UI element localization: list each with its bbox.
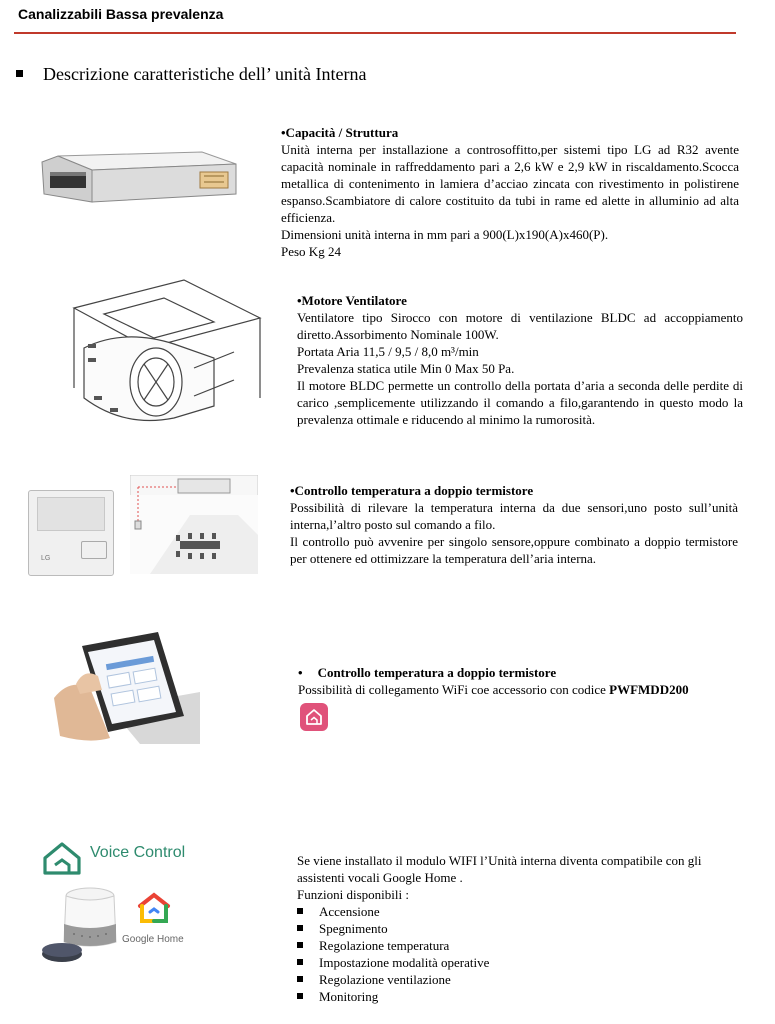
capacity-section — [281, 124, 739, 260]
function-item: Accensione — [297, 903, 749, 920]
motor-line-4: Il motore BLDC permette un controllo della portata d’aria a seconda delle perdite di carico ,semplicemente utilizzando il comando a filo,garantendo in questo modo la prevalenza ottimale e riducendo al minimo la rumorosità. — [297, 378, 743, 427]
motor-line-2: Portata Aria 11,5 / 9,5 / 8,0 m³/min — [297, 344, 479, 359]
function-item: Regolazione temperatura — [297, 937, 749, 954]
ducted-unit-image — [40, 150, 240, 212]
function-item: Monitoring — [297, 988, 749, 1005]
wifi-section — [298, 664, 748, 698]
function-item: Impostazione modalità operative — [297, 954, 749, 971]
voice-functions-list — [297, 903, 749, 1005]
header-divider — [14, 32, 736, 34]
google-home-logo — [122, 892, 188, 948]
controller-screen — [37, 497, 105, 531]
square-bullet-icon — [16, 70, 23, 77]
voice-intro: Se viene installato il modulo WIFI l’Unità interna diventa compatibile con gli assistenti vocali Google Home . — [297, 853, 702, 885]
capacity-heading: •Capacità / Struttura — [281, 125, 399, 140]
smart-home-app-icon — [300, 703, 328, 731]
google-home-icon — [136, 892, 172, 924]
voice-functions-title: Funzioni disponibili : — [297, 887, 409, 902]
voice-home-icon — [42, 840, 82, 876]
wifi-bullet: • — [298, 665, 303, 680]
voice-section — [297, 852, 749, 1005]
capacity-body: Unità interna per installazione a controsoffitto,per sistemi tipo LG ad R32 avente capacità nominale in raffreddamento pari a 2,6 kW e 2,9 kW in riscaldamento.Scocca metallica di contenimento in lamiera d’acciao zincata con rivestimento in polistirene espanso.Scambiatore di calore costituito da tubi in rame ed alette in alluminio ad alta efficienza. — [281, 142, 739, 225]
wired-controller-image — [28, 490, 114, 576]
motor-section — [297, 292, 743, 428]
smartphone-app-image — [50, 628, 200, 744]
motor-line-1: Ventilatore tipo Sirocco con motore di ventilazione BLDC ad accoppiamento diretto.Assorbimento Nominale 100W. — [297, 310, 743, 342]
thermistor-heading: •Controllo temperatura a doppio termistore — [290, 483, 534, 498]
subtitle-text: Descrizione caratteristiche dell’ unità Interna — [43, 64, 367, 84]
thermistor-line-1: Possibilità di rilevare la temperatura interna da due sensori,uno posto sull’unità interna,l’altro posto sul comando a filo. — [290, 500, 738, 532]
function-item: Spegnimento — [297, 920, 749, 937]
fan-motor-image — [64, 278, 264, 430]
home-icon — [300, 703, 328, 731]
capacity-dimensions: Dimensioni unità interna in mm pari a 900(L)x190(A)x460(P). — [281, 227, 609, 242]
motor-heading: •Motore Ventilatore — [297, 293, 407, 308]
function-item: Regolazione ventilazione — [297, 971, 749, 988]
voice-control-label: Voice Control — [90, 844, 186, 861]
controller-buttons — [81, 541, 107, 559]
room-sensor-image — [130, 475, 258, 574]
thermistor-section — [290, 482, 738, 567]
section-subtitle — [16, 64, 367, 85]
wifi-code: PWFMDD200 — [609, 682, 689, 697]
header-title: Canalizzabili Bassa prevalenza — [18, 6, 224, 22]
motor-line-3: Prevalenza statica utile Min 0 Max 50 Pa. — [297, 361, 515, 376]
google-home-label: Google Home — [122, 934, 184, 945]
google-home-devices-image — [40, 884, 130, 968]
voice-control-logo — [42, 840, 192, 876]
controller-brand: LG — [41, 555, 51, 562]
wifi-text — [298, 681, 748, 698]
capacity-weight: Peso Kg 24 — [281, 244, 341, 259]
wifi-text-body: Possibilità di collegamento WiFi coe accessorio con codice — [298, 682, 610, 697]
thermistor-line-2: Il controllo può avvenire per singolo sensore,oppure combinato a doppio termistore per ottenere ed ottimizzare la temperatura dell’aria interna. — [290, 534, 738, 566]
wifi-heading — [298, 664, 748, 681]
wifi-heading-text: Controllo temperatura a doppio termistore — [317, 665, 557, 680]
